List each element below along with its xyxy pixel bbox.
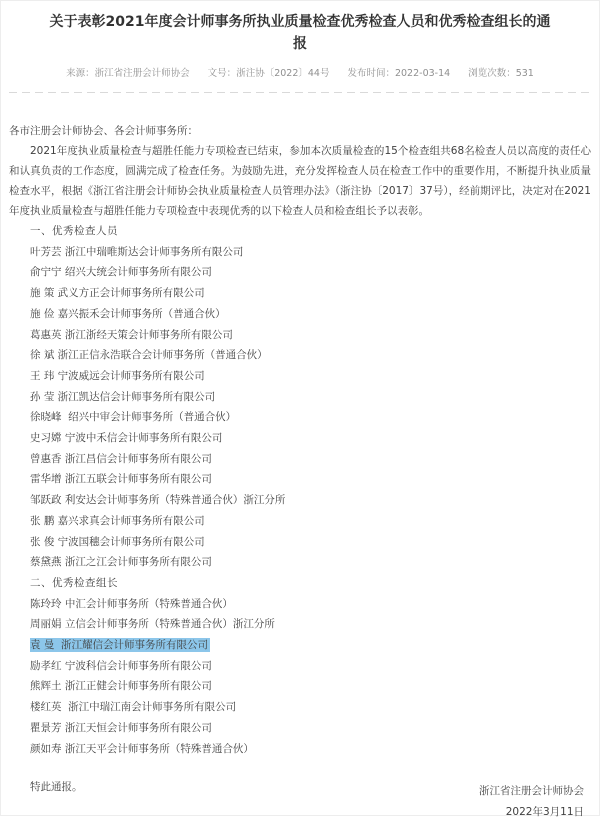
meta-source-label: 来源： — [66, 68, 95, 79]
page-title: 关于表彰2021年度会计师事务所执业质量检查优秀检查人员和优秀检查组长的通报 — [49, 14, 551, 52]
inspector-row: 徐 斌 浙江正信永浩联合会计师事务所（普通合伙） — [30, 349, 268, 362]
dashed-divider — [9, 92, 591, 93]
meta-views-label: 浏览次数： — [468, 68, 516, 79]
inspector-row: 俞宁宁 绍兴大统会计师事务所有限公司 — [30, 266, 212, 279]
inspector-row: 张 俊 宁波国穗会计师事务所有限公司 — [30, 535, 205, 548]
selected-text: 袁 曼 浙江耀信会计师事务所有限公司 — [30, 639, 209, 652]
inspector-row: 葛惠英 浙江浙经天策会计师事务所有限公司 — [30, 328, 233, 341]
leader-row-highlighted — [30, 635, 591, 656]
leader-row: 瞿景芳 浙江天恒会计师事务所有限公司 — [30, 721, 212, 734]
intro-paragraph: 2021年度执业质量检查与超胜任能力专项检查已结束，参加本次质量检查的15个检查组共68名检查人员以高度的责任心和认真负责的工作态度，圆满完成了检查任务。为鼓励先进，充分发挥检查人员在检查工作中的重要作用，不断提升执业质量检查水平，根据《浙江省注册会计师协会执业质量检查人员管理办法》（浙注协〔2017〕37号），经前期评比，决定对在2021年度执业质量检查与超胜任能力专项检查中表现优秀的以下检查人员和检查组长予以表彰。 — [9, 145, 591, 217]
inspector-row: 施 俭 嘉兴振禾会计师事务所（普通合伙） — [30, 307, 226, 320]
inspector-row: 孙 莹 浙江凯达信会计师事务所有限公司 — [30, 390, 216, 403]
meta-docno-value: 浙注协〔2022〕44号 — [236, 68, 330, 79]
meta-docno-label: 文号： — [207, 68, 237, 79]
inspector-row: 叶芳芸 浙江中瑞唯斯达会计师事务所有限公司 — [30, 245, 244, 258]
meta-bar — [9, 67, 591, 80]
meta-pubtime-label: 发布时间： — [347, 68, 395, 79]
meta-docno — [208, 67, 330, 80]
meta-views-value: 531 — [515, 68, 534, 79]
signature-org: 浙江省注册会计师协会 — [479, 785, 584, 797]
notice-body — [9, 121, 591, 798]
salutation: 各市注册会计师协会、各会计师事务所： — [9, 125, 198, 137]
leader-row: 楼红英 浙江中瑞江南会计师事务所有限公司 — [30, 701, 237, 714]
closing-line: 特此通报。 — [30, 781, 83, 794]
meta-source — [66, 67, 190, 80]
inspector-row: 王 玮 宁波威远会计师事务所有限公司 — [30, 369, 205, 382]
leader-row: 颜如寿 浙江天平会计师事务所（特殊普通合伙） — [30, 742, 254, 755]
signature-date: 2022年3月11日 — [505, 806, 584, 818]
inspector-row: 张 鹏 嘉兴求真会计师事务所有限公司 — [30, 514, 205, 527]
meta-source-value: 浙江省注册会计师协会 — [94, 68, 190, 79]
signature-block — [479, 781, 584, 823]
inspector-row: 徐晓峰 绍兴中审会计师事务所（普通合伙） — [30, 411, 237, 424]
inspector-row: 雷华增 浙江五联会计师事务所有限公司 — [30, 473, 212, 486]
inspector-row: 史习嫦 宁波中禾信会计师事务所有限公司 — [30, 432, 223, 445]
leader-row: 周丽娟 立信会计师事务所（特殊普通合伙）浙江分所 — [30, 618, 275, 631]
inspector-row: 曾惠香 浙江昌信会计师事务所有限公司 — [30, 452, 212, 465]
inspector-row: 蔡黛燕 浙江之江会计师事务所有限公司 — [30, 556, 212, 569]
section-2-title: 二、优秀检查组长 — [30, 576, 118, 589]
meta-views — [468, 67, 534, 80]
section-1-title: 一、优秀检查人员 — [30, 225, 118, 237]
inspector-row: 施 策 武义方正会计师事务所有限公司 — [30, 287, 205, 300]
leader-row: 陈玲玲 中汇会计师事务所（特殊普通合伙） — [30, 597, 233, 610]
meta-pubtime — [347, 67, 450, 80]
inspector-row: 邹跃政 利安达会计师事务所（特殊普通合伙）浙江分所 — [30, 494, 286, 507]
leader-row: 励孝红 宁波科信会计师事务所有限公司 — [30, 659, 212, 672]
leader-row: 熊辉土 浙江正健会计师事务所有限公司 — [30, 680, 212, 693]
meta-pubtime-value: 2022-03-14 — [394, 68, 451, 79]
